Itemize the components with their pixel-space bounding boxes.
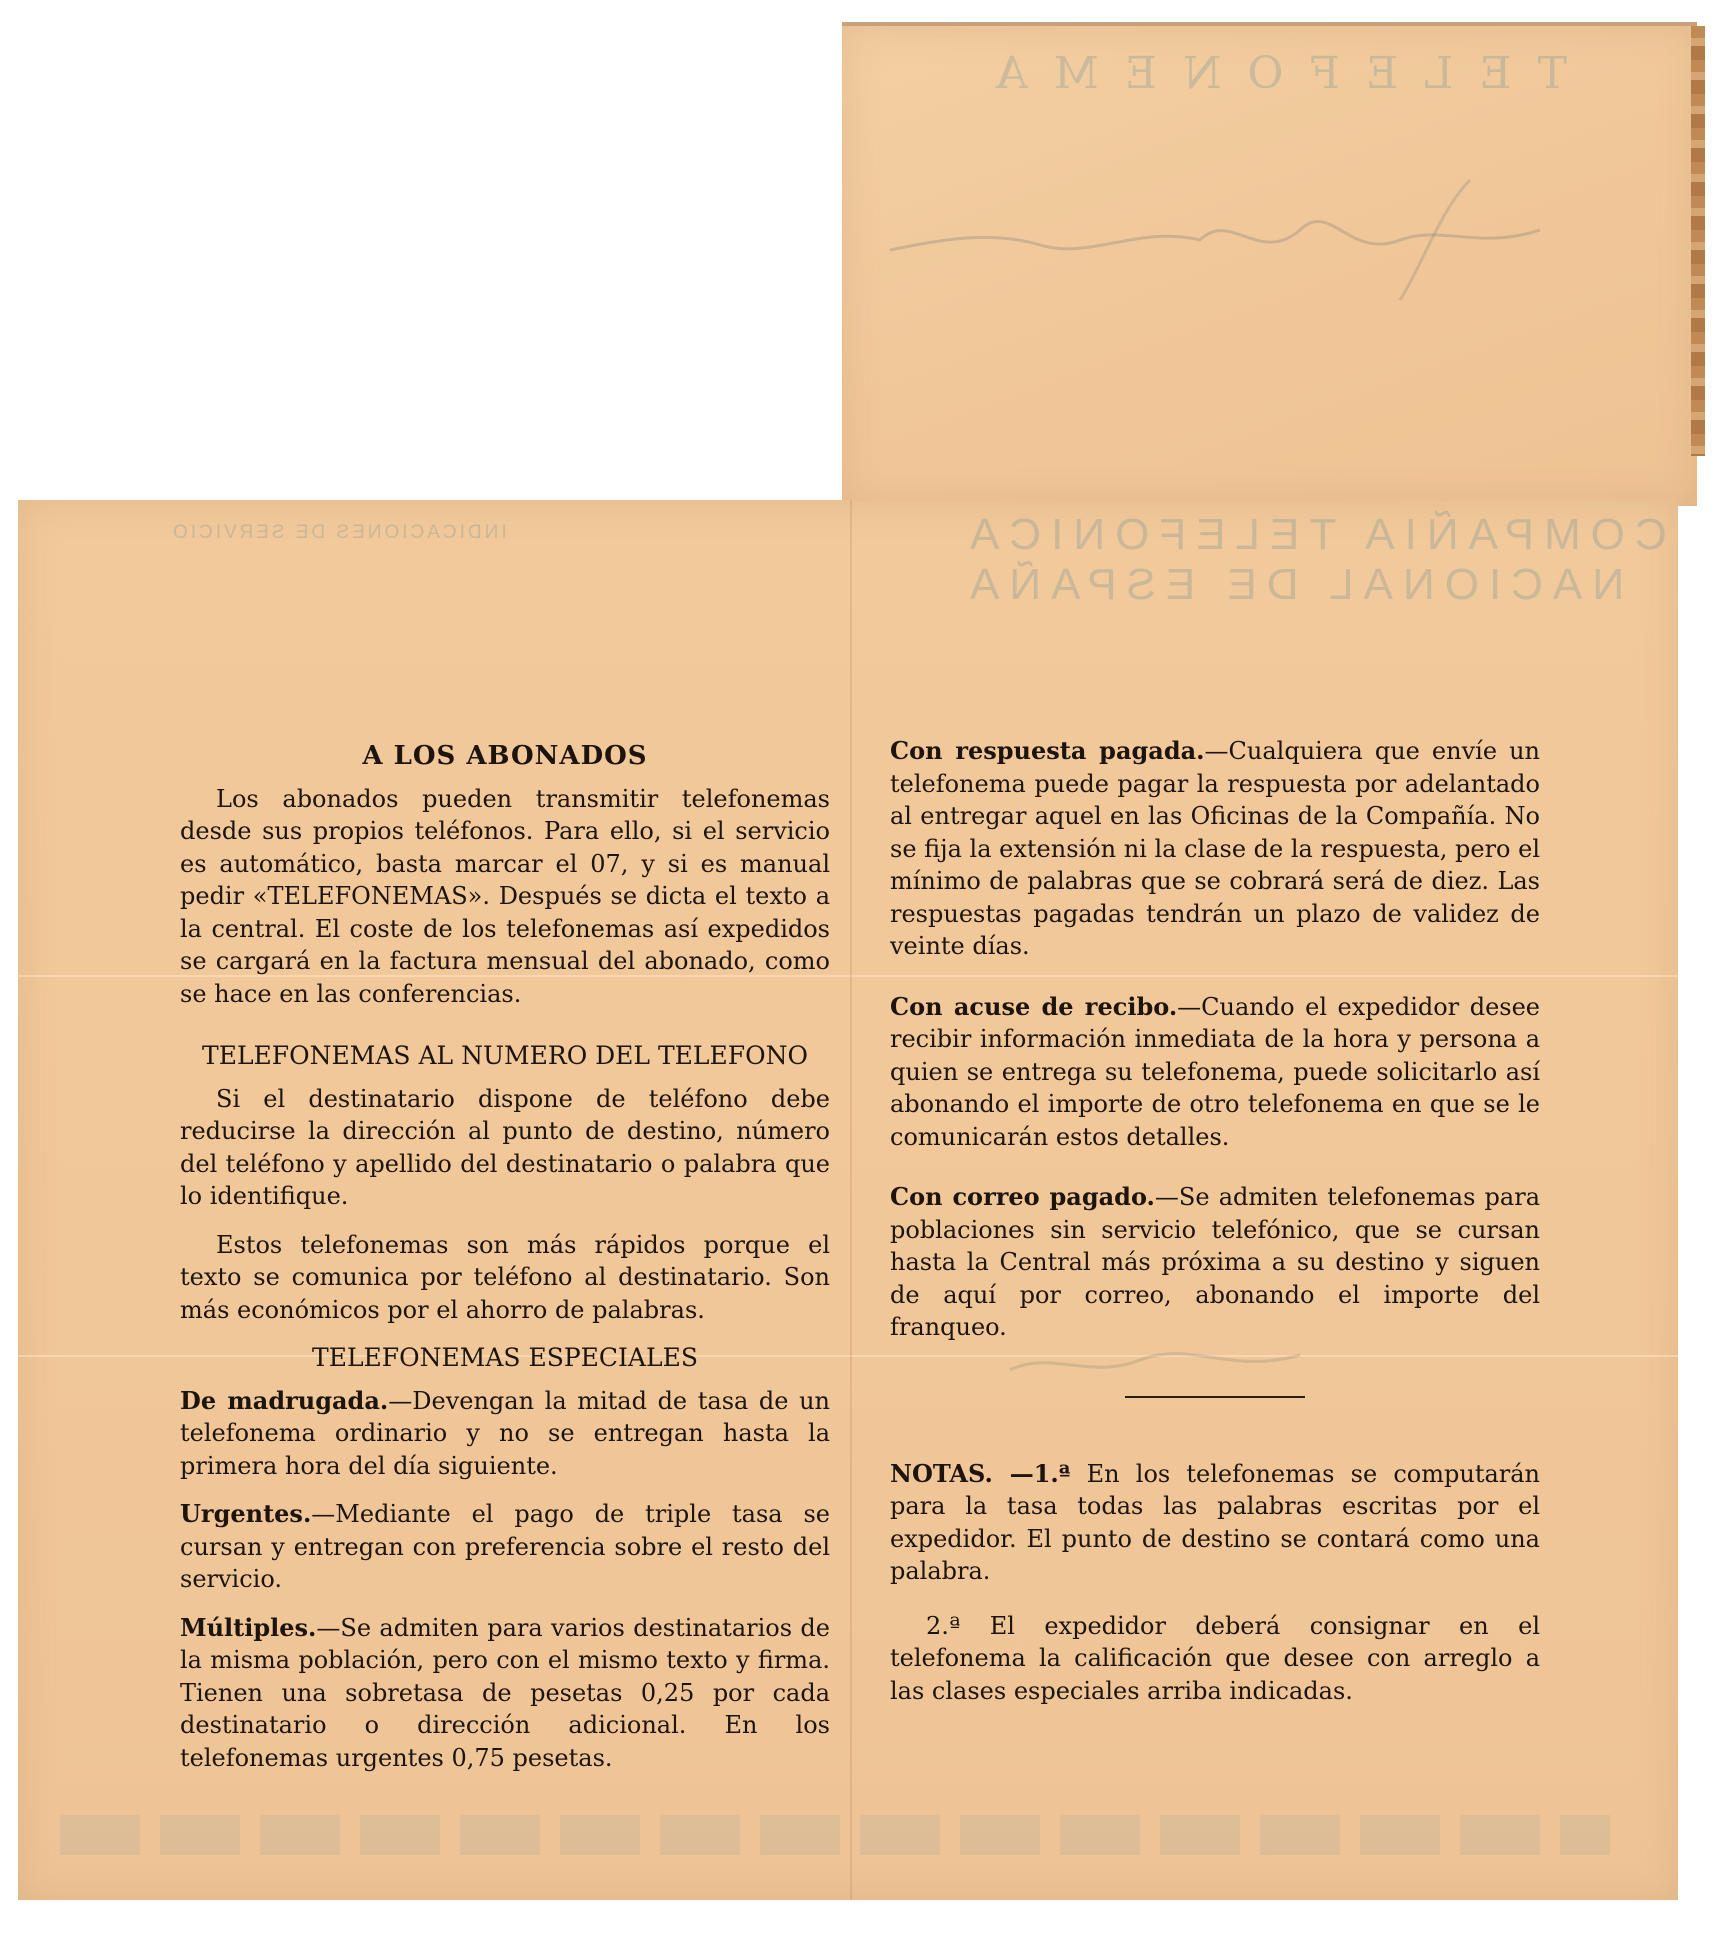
section-divider: [1125, 1396, 1305, 1398]
numero-telefono-heading: TELEFONEMAS AL NUMERO DEL TELEFONO: [202, 1041, 808, 1070]
acuse-recibo-label: Con acuse de recibo.: [890, 991, 1178, 1021]
fold-crease: [850, 500, 852, 1900]
acuse-recibo-paragraph: [890, 991, 1540, 1154]
ghost-bottom-print: [60, 1815, 1610, 1855]
correo-pagado-paragraph: [890, 1181, 1540, 1344]
acuse-recibo-text: —Cuando el expedidor desee recibir información inmediata de la hora y persona a quien se entrega su telefonema, puede solicitarlo así abonando el importe de otro telefonema en que se le comunicarán estos detalles.: [890, 992, 1540, 1151]
ghost-company-name: NACIONAL DE ESPAÑA: [960, 560, 1625, 609]
nota-2-label: 2.ª: [926, 1611, 961, 1640]
respuesta-pagada-text: —Cualquiera que envíe un telefonema puede pagar la respuesta por adelantado al entregar aquel en las Oficinas de la Compañía. No se fija la extensión ni la clase de la respuesta, pero el mínimo de palabras que se cobrará será de diez. Las respuestas pagadas tendrán un plazo de validez de veinte días.: [890, 737, 1541, 960]
left-text-column: [180, 740, 830, 1790]
madrugada-text: —Devengan la mitad de tasa de un telefonema ordinario y no se entregan hasta la primera hora del día siguiente.: [180, 1386, 830, 1480]
torn-paper-edge: [1691, 26, 1705, 456]
urgentes-paragraph: [180, 1498, 830, 1596]
correo-pagado-label: Con correo pagado.: [890, 1182, 1155, 1211]
numero-telefono-paragraph: Estos telefonemas son más rápidos porque el texto se comunica por teléfono al destinatario. Son más económicos por el ahorro de palabras.: [180, 1230, 830, 1324]
urgentes-text: —Mediante el pago de triple tasa se cursan y entregan con preferencia sobre el resto del servicio.: [180, 1500, 830, 1593]
madrugada-label: De madrugada.: [180, 1385, 389, 1415]
numero-telefono-paragraph: Si el destinatario dispone de teléfono debe reducirse la dirección al punto de destino, número del teléfono y apellido del destinatario o palabra que lo identifique.: [180, 1084, 830, 1210]
especiales-heading: TELEFONEMAS ESPECIALES: [312, 1343, 698, 1372]
ghost-form-title: TELEFONEMA: [970, 48, 1567, 99]
notas-label: NOTAS. —1.ª: [890, 1458, 1071, 1488]
ghost-handwriting-scribble: [880, 170, 1580, 310]
correo-pagado-text: —Se admiten telefonemas para poblaciones sin servicio telefónico, que se cursan hasta la Central más próxima a su destino y siguen de aquí por correo, abonando el importe del franqueo.: [890, 1183, 1540, 1341]
notas-paragraph: [890, 1458, 1540, 1588]
ghost-company-name: COMPAÑIA TELEFONICA: [960, 510, 1667, 559]
nota-2-text: El expedidor deberá consignar en el telefonema la calificación que desee con arreglo a las clases especiales arriba indicadas.: [890, 1611, 1540, 1705]
respuesta-pagada-label: Con respuesta pagada.: [890, 736, 1205, 765]
abonados-heading: A LOS ABONADOS: [362, 741, 648, 771]
right-text-column: [890, 735, 1540, 1723]
urgentes-label: Urgentes.: [180, 1499, 312, 1528]
multiples-text: —Se admiten para varios destinatarios de la misma población, pero con el mismo texto y firma. Tienen una sobretasa de pesetas 0,25 por cada destinatario o dirección adicional. En los telefonemas urgentes 0,75 pesetas.: [180, 1613, 830, 1772]
multiples-label: Múltiples.: [180, 1612, 317, 1642]
nota-2-paragraph: [890, 1610, 1540, 1708]
madrugada-paragraph: [180, 1385, 830, 1483]
multiples-paragraph: [180, 1612, 830, 1775]
ghost-indications-header: INDICACIONES DE SERVICIO: [170, 522, 507, 543]
abonados-paragraph: Los abonados pueden transmitir telefonemas desde sus propios teléfonos. Para ello, si el servicio es automático, basta marcar el 07, y si es manual pedir «TELEFONEMAS». Después se dicta el texto a la central. El coste de los telefonemas así expedidos se cargará en la factura mensual del abonado, como se hace en las conferencias.: [180, 784, 830, 1008]
respuesta-pagada-paragraph: [890, 735, 1540, 963]
notas-text: En los telefonemas se computarán para la tasa todas las palabras escritas por el expedidor. El punto de destino se contará como una palabra.: [890, 1459, 1541, 1585]
